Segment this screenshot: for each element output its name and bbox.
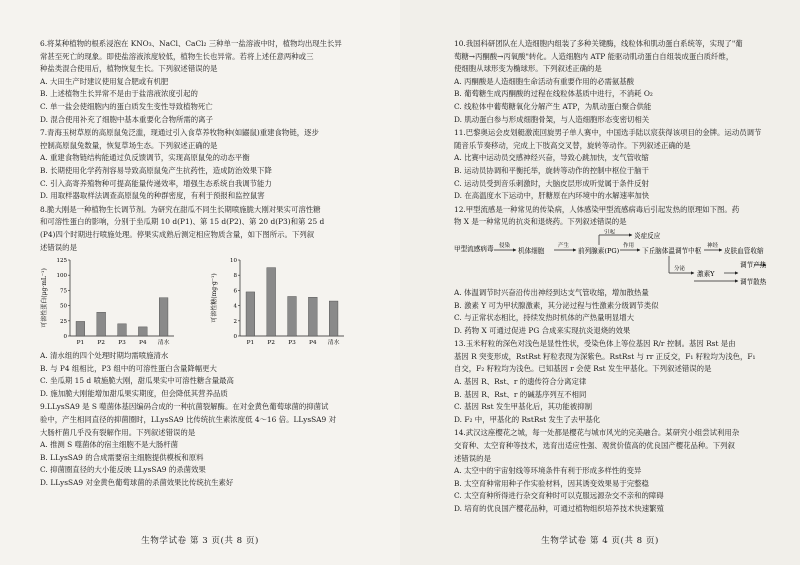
- option-b: B. 运动员协调和平衡托举，旋转等动作的控制中枢位于脑干: [454, 165, 649, 175]
- x-tick-label: P3: [288, 340, 296, 347]
- option-c: C. 坐瓜期 15 d 喷施脆大刚，甜瓜果实中可溶性糖含量最高: [40, 376, 234, 386]
- question-stem-line: 9.LLysSA9 是 S 噬菌体基因编码合成的一种抗菌裂解酶。在对金黄色葡萄球菌的抑菌试: [40, 402, 329, 412]
- question-11: [454, 127, 790, 203]
- question-stem-line: 6.将某种植物的根系浸泡在 KNO₃、NaCl、CaCl₂ 三种单一盐溶液中时，植物均出现生长异: [40, 39, 342, 48]
- option-c: C. 引入高寄养殖物种可提高能量传递效率，增强生态系统自我调节能力: [40, 178, 272, 188]
- option-a: A. 推测 S 噬菌体的宿主细胞不是大肠杆菌: [40, 440, 179, 450]
- node-hormone-y: 激素Y: [697, 269, 715, 278]
- option-a: A. 体温调节时兴奋沿传出神经到达支气管收缩，增加散热量: [454, 287, 649, 297]
- option-c: C. 基因 Rst 发生甲基化后，其功能被抑制: [454, 402, 592, 412]
- y-tick-label: 125: [56, 258, 67, 265]
- option-c: C. 单一盐会使细胞内的蛋白质发生变性导致植物死亡: [40, 101, 213, 111]
- option-c: C. 抑菌圈直径的大小能反映 LLysSA9 的杀菌效果: [40, 465, 206, 475]
- right-page: [400, 0, 800, 565]
- y-tick-label: 8: [233, 273, 237, 280]
- question-stem-line: 14.武汉这座樱花之城，每一处都是樱花与城市风光的完美融合。某研究小组尝试利用杂: [454, 428, 740, 438]
- option-b: B. 基因 R、Rst、r 的碱基序列互不相同: [454, 389, 587, 399]
- question-12: [454, 204, 790, 338]
- question-7: [40, 127, 382, 203]
- y-tick-label: 75: [60, 288, 67, 295]
- question-stem-line: 物 X 是一种常见的抗炎和退烧药。下列叙述错误的是: [454, 217, 627, 227]
- option-b: B. 太空育种常用种子作实验材料，因其诱变效果易于完整稳: [454, 478, 649, 488]
- question-stem-line: 述错误的是: [454, 453, 491, 463]
- node-vasoconstriction: 皮肤血管收缩: [724, 246, 764, 255]
- y-tick-label: 10: [230, 258, 237, 265]
- question-stem-line: 交育种、太空育种等技术，选育出适应性强、观赏价值高的优良国产樱花品种。下列叙: [454, 441, 735, 451]
- bar: [308, 297, 317, 336]
- page-footer: 生物学试卷 第 4 页(共 8 页): [541, 536, 659, 547]
- y-tick-label: 0: [233, 334, 237, 341]
- question-13: [454, 338, 790, 426]
- page-footer: 生物学试卷 第 3 页(共 8 页): [141, 536, 259, 547]
- option-a: A. 丙酮酸是人造细胞生命活动有重要作用的必需氨基酸: [454, 76, 635, 86]
- x-tick-label: P4: [139, 340, 147, 347]
- node-inflammation: 炎症反应: [634, 231, 661, 240]
- question-stem-line: 种盐类混合使用后，植物恢复生长。下列叙述错误的是: [40, 64, 218, 74]
- option-b: B. LLysSA9 的合成需要宿主细胞提供模板和原料: [40, 452, 204, 462]
- bar: [329, 301, 338, 336]
- flow-diagram: [454, 229, 784, 287]
- option-a: A. 基因 R、Rst、r 的遗传符合分离定律: [454, 377, 587, 387]
- question-8: [40, 204, 382, 401]
- option-c: C. 太空育种所得进行杂交育种时可以克服远源杂交不亲和的障碍: [454, 491, 664, 501]
- question-stem-line: 控制高原鼠兔数量，恢复草场生态。下列叙述正确的是: [40, 140, 218, 150]
- y-tick-label: 100: [56, 273, 67, 280]
- option-d: D. 用取样器取样法调查高原鼠兔的种群密度，有利于预报和监控鼠害: [40, 191, 265, 201]
- node-virus: 甲型流感病毒: [454, 244, 494, 253]
- arrow-label: 引起: [604, 228, 616, 235]
- option-a: A. 重建食物链结构能通过负反馈调节，实现高原鼠兔的动态平衡: [40, 153, 250, 163]
- node-pg: 前列腺素(PG): [578, 246, 620, 255]
- question-stem-line: 11.巴黎奥运会皮划艇激流回旋男子单人赛中，中国选手陆以宸获得该项目的金牌。运动员调节: [454, 128, 762, 138]
- x-tick-label: P2: [97, 340, 105, 347]
- chart-soluble-sugar: [210, 254, 350, 350]
- option-a: A. 清水组的四个处理时期均需喷施清水: [40, 351, 169, 361]
- question-stem-line: 8.脆大刚是一种植物生长调节剂。为研究在甜瓜不同生长期喷施脆大刚对果实可溶性糖: [40, 204, 321, 214]
- protein-bar-chart: [40, 254, 180, 350]
- question-stem-line: 萄糖→丙酮酸→丙氧酸"转化。人造细胞内 ATP 能驱动肌动蛋白自组装成蛋白质纤维，: [454, 51, 734, 61]
- question-stem-line: 使细胞从球形变为椭球形。下列叙述正确的是: [454, 64, 602, 74]
- question-stem-line: 随音乐节奏移动，完成上下肢高交叉替，旋转等动作。下列叙述正确的是: [454, 140, 691, 150]
- node-immune: 机体细胞: [518, 246, 545, 255]
- option-d: D. 药物 X 可通过促进 PG 合成来实现抗炎退烧的效果: [454, 325, 631, 335]
- arrow-label: 侵染: [499, 242, 511, 249]
- y-tick-label: 2: [233, 318, 237, 325]
- question-stem-line: 7.青海玉树草原的高原鼠兔泛滥，现通过引入食草养牧物种(如鼹鼠)重建食物链，逐步: [40, 128, 319, 138]
- option-c: C. 与正常状态相比，持续发热时机体的产热量明显增大: [454, 313, 635, 323]
- question-stem-line: 基因 R 突变形成，RstRst 籽粒表现为深紫色。RstRst 与 rr 正反交，F₁ 籽粒均为浅色，F₁: [454, 351, 756, 361]
- x-tick-label: P1: [246, 340, 255, 347]
- option-d: D. 培育的优良国产樱花品种，可通过植物组织培养技术快速繁殖: [454, 504, 664, 513]
- bar: [159, 298, 168, 336]
- x-tick-label: P3: [118, 340, 126, 347]
- question-stem-line: 大肠杆菌几乎没有裂解作用。下列叙述错误的是: [40, 427, 196, 437]
- y-tick-label: 6: [233, 288, 237, 295]
- node-heat-dissipation: 调节散热: [740, 277, 767, 286]
- y-axis-label: 可溶性糖(mg·g⁻¹): [211, 273, 218, 323]
- option-c: C. 线粒体中葡萄糖氧化分解产生 ATP，为肌动蛋白聚合供能: [454, 101, 652, 111]
- question-6: [40, 38, 382, 126]
- bar-charts: [40, 254, 382, 350]
- y-axis-label: 可溶性蛋白(μg·mL⁻¹): [41, 268, 48, 328]
- option-d: D. F₂ 中，甲基化的 RstRst 发生了去甲基化: [454, 414, 601, 424]
- node-heat-production: 调节产热: [740, 260, 767, 269]
- question-stem-line: 验中，产生相同直径的抑菌圈时，LLysSA9 比传统抗生素浓度低 4～16 倍。LLysSA9 对: [40, 415, 336, 425]
- option-d: D. 混合使用补充了细胞中基本重要化合物所需的离子: [40, 114, 213, 124]
- bar: [97, 312, 106, 336]
- y-tick-label: 50: [60, 303, 67, 310]
- y-tick-label: 4: [233, 303, 237, 310]
- option-d: D. 在高温度水下运动中，肝糖原在内环境中的水解速率加快: [454, 191, 650, 201]
- question-10: [454, 38, 790, 126]
- bar: [267, 268, 276, 336]
- question-stem-line: 述错误的是: [40, 242, 77, 252]
- option-b: B. 上述植物生长异常不是由于盐溶液浓度引起的: [40, 89, 198, 99]
- x-tick-label: P1: [76, 340, 85, 347]
- question-stem-line: 和可溶性蛋白的影响，分别于坐瓜期 10 d(P1)、第 15 d(P2)、第 20 d(P3)和第 25 d: [40, 217, 325, 227]
- bar: [246, 292, 255, 336]
- arrow-label: 分泌: [674, 265, 686, 272]
- option-b: B. 与 P4 组相比，P3 组中的可溶性蛋白含量降幅更大: [40, 363, 217, 373]
- question-stem-line: 13.玉米籽粒的深色对浅色是显性性状，受染色体上等位基因 R/r 控制。基因 Rst 是由: [454, 339, 736, 349]
- option-b: B. 激素 Y 可为甲状腺激素，其分泌过程与性激素分级调节类似: [454, 300, 659, 310]
- option-a: A. 比赛中运动员交感神经兴奋，导致心跳加快，支气管收缩: [454, 153, 649, 163]
- option-d: D. 施加脆大刚能增加甜瓜果实期度，但会降低其营养品质: [40, 388, 228, 398]
- bar: [118, 324, 127, 336]
- question-stem-line: 10.我国科研团队在人造细胞内组装了多种关键酶，线粒体和肌动蛋白系统等，实现了"葡: [454, 39, 743, 48]
- y-tick-label: 25: [60, 318, 67, 325]
- x-tick-label: 清水: [157, 340, 170, 347]
- arrow-label: 产生: [558, 242, 570, 249]
- x-tick-label: P4: [309, 340, 317, 347]
- question-stem-line: 常甚至死亡的现象。即使盐溶液浓度较低，植物生长也异常。若将上述任意两种或三: [40, 51, 314, 61]
- option-d: D. LLysSA9 对金黄色葡萄球菌的杀菌效果比传统抗生素好: [40, 478, 234, 488]
- option-d: D. 肌动蛋白参与形成细胞骨架，与人造细胞形态变密切相关: [454, 114, 650, 124]
- arrow-label: 作用: [623, 242, 635, 249]
- option-c: C. 运动员受到音乐刺激时，大脑皮层形成听觉属于条件反射: [454, 178, 649, 188]
- question-stem-line: 自交，F₂ 籽粒均为浅色。已知基因 r 会使 Rst 发生甲基化。下列叙述错误的是: [454, 364, 712, 374]
- chart-soluble-protein: [40, 254, 180, 350]
- node-hypothalamus: 下丘脑体温调节中枢: [642, 246, 702, 255]
- arrow-label: 神经: [707, 242, 719, 249]
- question-stem-line: 12.甲型流感是一种常见的传染病，人体感染甲型流感病毒后引起发热的原理如下图。药: [454, 204, 740, 214]
- x-tick-label: 清水: [327, 340, 340, 347]
- y-tick-label: 0: [63, 334, 67, 341]
- bar: [288, 297, 297, 337]
- option-a: A. 大田生产时建议使用复合肥或有机肥: [40, 76, 169, 86]
- question-14: [454, 427, 790, 515]
- question-9: [40, 401, 382, 489]
- option-a: A. 太空中的宇宙射线等环境条件有利于形成多样性的变异: [454, 466, 642, 476]
- sugar-bar-chart: [210, 254, 350, 350]
- option-b: B. 葡萄糖生成丙酮酸的过程在线粒体基质中进行，不消耗 O₂: [454, 89, 653, 99]
- bar: [76, 322, 85, 337]
- bar: [138, 327, 147, 336]
- option-b: B. 长期使用化学药剂容易导致高原鼠兔产生抗药性，造成防治效果下降: [40, 165, 272, 175]
- x-tick-label: P2: [267, 340, 275, 347]
- fever-mechanism-diagram: [454, 229, 790, 287]
- question-stem-line: (P4)四个时期进行喷施处理。停果实成熟后测定相应物质含量，如下图所示。下列叙: [40, 229, 315, 239]
